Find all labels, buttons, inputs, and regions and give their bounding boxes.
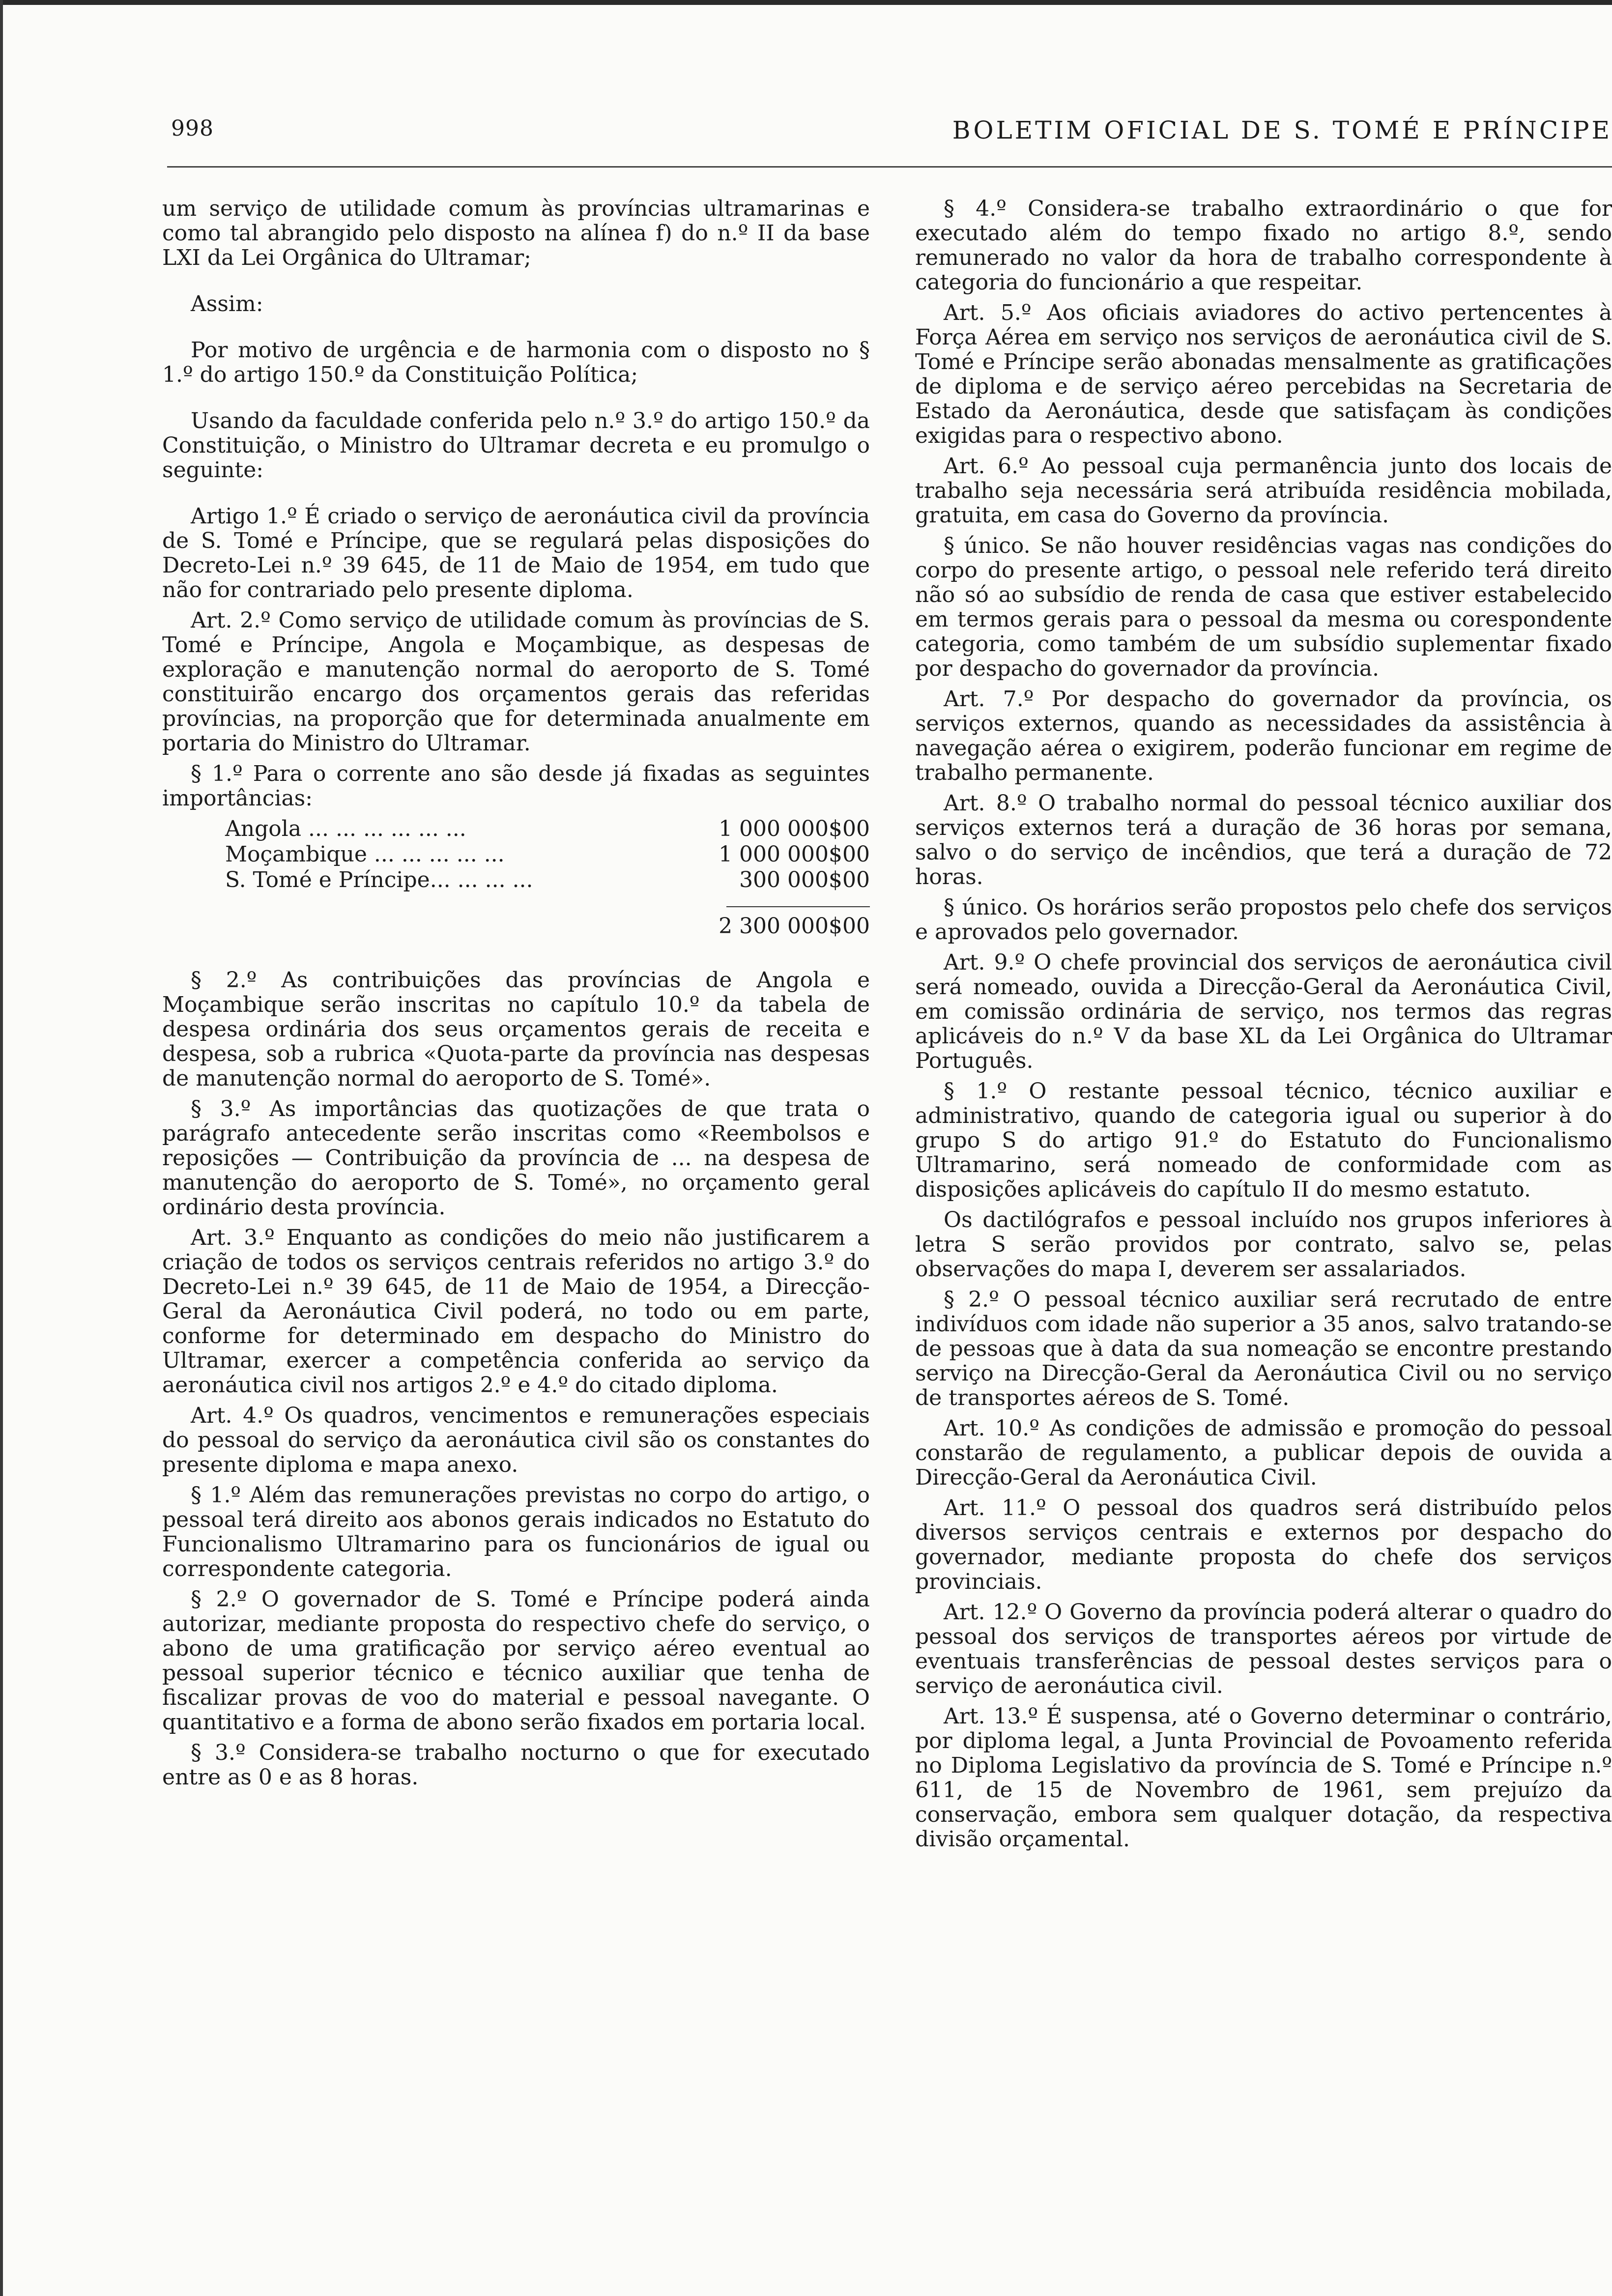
paragraph: Art. 9.º O chefe provincial dos serviços de aeronáutica civil será nomeado, ouvida a Direcção-Geral da Aeronáutica Civil, em comissão ordinária de serviço, nos termos das regras aplicáveis do n.º V da base XL da Lei Orgânica do Ultramar Português. — [915, 950, 1612, 1073]
paragraph: Art. 3.º Enquanto as condições do meio não justificarem a criação de todos os serviços centrais referidos no artigo 3.º do Decreto-Lei n.º 39 645, de 11 de Maio de 1954, a Direcção-Geral da Aeronáutica Civil poderá, no todo ou em parte, conforme for determinado em despacho do Ministro do Ultramar, exercer a competência conferida ao serviço da aeronáutica civil nos artigos 2.º e 4.º do citado diploma. — [162, 1225, 870, 1398]
table-row — [225, 842, 870, 868]
header-rule — [167, 166, 1612, 168]
amounts-table — [225, 817, 870, 939]
page-edge — [0, 0, 1612, 5]
paragraph: § 2.º As contribuições das províncias de Angola e Moçambique serão inscritas no capítulo 10.º da tabela de despesa ordinária dos seus orçamentos gerais de receita e despesa, sob a rubrica «Quota-parte da província nas despesas de manutenção normal do aeroporto de S. Tomé». — [162, 968, 870, 1091]
total-rule — [726, 906, 870, 907]
paragraph: Art. 11.º O pessoal dos quadros será distribuído pelos diversos serviços centrais e externos por despacho do governador, mediante proposta do chefe dos serviços provinciais. — [915, 1495, 1612, 1594]
paragraph: § único. Os horários serão propostos pelo chefe dos serviços e aprovados pelo governador. — [915, 895, 1612, 945]
paragraph: § 2.º O governador de S. Tomé e Príncipe poderá ainda autorizar, mediante proposta do respectivo chefe do serviço, o abono de uma gratificação por serviço aéreo eventual ao pessoal superior técnico e técnico auxiliar que tenha de fiscalizar provas de voo do material e pessoal navegante. O quantitativo e a forma de abono serão fixados em portaria local. — [162, 1587, 870, 1735]
table-row — [225, 817, 870, 842]
paragraph: § 4.º Considera-se trabalho extraordinário o que for executado além do tempo fixado no artigo 8.º, sendo remunerado no valor da hora de trabalho correspondente à categoria do funcionário a que respeitar. — [915, 197, 1612, 295]
table-total: 2 300 000$00 — [719, 914, 870, 939]
paragraph: § 3.º As importâncias das quotizações de que trata o parágrafo antecedente serão inscritas como «Reembolsos e reposições — Contribuição da província de ... na despesa de manutenção do aeroporto de S. Tomé», no orçamento geral ordinário desta província. — [162, 1096, 870, 1220]
paragraph: um serviço de utilidade comum às províncias ultramarinas e como tal abrangido pelo disposto na alínea f) do n.º II da base LXI da Lei Orgânica do Ultramar; — [162, 196, 870, 270]
paragraph: Art. 5.º Aos oficiais aviadores do activo pertencentes à Força Aérea em serviço nos serviços de aeronáutica civil de S. Tomé e Príncipe serão abonadas mensalmente as gratificações de diploma e de serviço aéreo percebidas na Secretaria de Estado da Aeronáutica, desde que satisfaçam às condições exigidas para o respectivo abono. — [915, 300, 1612, 448]
paragraph: § 1.º Para o corrente ano são desde já fixadas as seguintes importâncias: — [162, 761, 870, 811]
paragraph: Artigo 1.º É criado o serviço de aeronáutica civil da província de S. Tomé e Príncipe, que se regulará pelas disposições do Decreto-Lei n.º 39 645, de 11 de Maio de 1954, em tudo que não for contrariado pelo presente diploma. — [162, 504, 870, 603]
paragraph: Art. 7.º Por despacho do governador da província, os serviços externos, quando as necessidades da assistência à navegação aérea o exigirem, poderão funcionar em regime de trabalho permanente. — [915, 687, 1612, 785]
table-row-amount: 1 000 000$00 — [719, 842, 870, 867]
paragraph: Art. 2.º Como serviço de utilidade comum às províncias de S. Tomé e Príncipe, Angola e Moçambique, as despesas de exploração e manutenção normal do aeroporto de S. Tomé constituirão encargo dos orçamentos gerais das referidas províncias, na proporção que for determinada anualmente em portaria do Ministro do Ultramar. — [162, 608, 870, 756]
paragraph: Art. 6.º Ao pessoal cuja permanência junto dos locais de trabalho seja necessária será atribuída residência mobilada, gratuita, em casa do Governo da província. — [915, 454, 1612, 528]
paragraph: Art. 10.º As condições de admissão e promoção do pessoal constarão de regulamento, a publicar depois de ouvida a Direcção-Geral da Aeronáutica Civil. — [915, 1416, 1612, 1490]
paragraph: § 3.º Considera-se trabalho nocturno o que for executado entre as 0 e as 8 horas. — [162, 1740, 870, 1790]
paragraph: Art. 4.º Os quadros, vencimentos e remunerações especiais do pessoal do serviço da aeronáutica civil são os constantes do presente diploma e mapa anexo. — [162, 1403, 870, 1477]
table-row-label: Moçambique ... ... ... ... ... — [225, 842, 505, 867]
right-column — [915, 197, 1612, 1858]
paragraph: Art. 12.º O Governo da província poderá alterar o quadro do pessoal dos serviços de transportes aéreos por virtude de eventuais transferências de pessoal destes serviços para o serviço de aeronáutica civil. — [915, 1600, 1612, 1698]
paragraph: § único. Se não houver residências vagas nas condições do corpo do presente artigo, o pessoal nele referido terá direito não só ao subsídio de renda de casa que estiver estabelecido em termos gerais para o pessoal da mesma ou corespondente categoria, como também de um subsídio suplementar fixado por despacho do governador da província. — [915, 533, 1612, 681]
paragraph: Art. 8.º O trabalho normal do pessoal técnico auxiliar dos serviços externos terá a duração de 36 horas por semana, salvo o do serviço de incêndios, que terá a duração de 72 horas. — [915, 791, 1612, 890]
table-row-label: Angola ... ... ... ... ... ... — [225, 816, 466, 841]
running-title: BOLETIM OFICIAL DE S. TOMÉ E PRÍNCIPE — [952, 116, 1612, 144]
page-number: 998 — [171, 116, 214, 141]
table-row-amount: 300 000$00 — [739, 867, 870, 892]
paragraph: Art. 13.º É suspensa, até o Governo determinar o contrário, por diploma legal, a Junta Provincial de Povoamento referida no Diploma Legislativo da província de S. Tomé e Príncipe n.º 611, de 15 de Novembro de 1961, sem prejuízo da conservação, embora sem qualquer dotação, da respectiva divisão orçamental. — [915, 1704, 1612, 1852]
table-row — [225, 868, 870, 893]
paragraph: Os dactilógrafos e pessoal incluído nos grupos inferiores à letra S serão providos por contrato, salvo se, pelas observações do mapa I, deverem ser assalariados. — [915, 1207, 1612, 1282]
paragraph: § 2.º O pessoal técnico auxiliar será recrutado de entre indivíduos com idade não superior a 35 anos, salvo tratando-se de pessoas que à data da sua nomeação se encontre prestando serviço na Direcção-Geral da Aeronáutica Civil ou no serviço de transportes aéreos de S. Tomé. — [915, 1287, 1612, 1410]
left-column — [162, 197, 870, 1796]
table-row-amount: 1 000 000$00 — [719, 816, 870, 841]
paragraph: § 1.º O restante pessoal técnico, técnico auxiliar e administrativo, quando de categoria igual ou superior à do grupo S do artigo 91.º do Estatuto do Funcionalismo Ultramarino, será nomeado de conformidade com as disposições aplicáveis do capítulo II do mesmo estatuto. — [915, 1079, 1612, 1202]
table-row-label: S. Tomé e Príncipe... ... ... ... — [225, 867, 533, 892]
paragraph: Usando da faculdade conferida pelo n.º 3.º do artigo 150.º da Constituição, o Ministro do Ultramar decreta e eu promulgo o seguinte: — [162, 408, 870, 483]
paragraph: Por motivo de urgência e de harmonia com o disposto no § 1.º do artigo 150.º da Constituição Política; — [162, 338, 870, 387]
page-edge-left — [0, 0, 3, 2296]
page-header — [0, 116, 1612, 160]
paragraph: Assim: — [191, 291, 263, 316]
paragraph: § 1.º Além das remunerações previstas no corpo do artigo, o pessoal terá direito aos abonos gerais indicados no Estatuto do Funcionalismo Ultramarino para os funcionários de igual ou correspondente categoria. — [162, 1483, 870, 1581]
